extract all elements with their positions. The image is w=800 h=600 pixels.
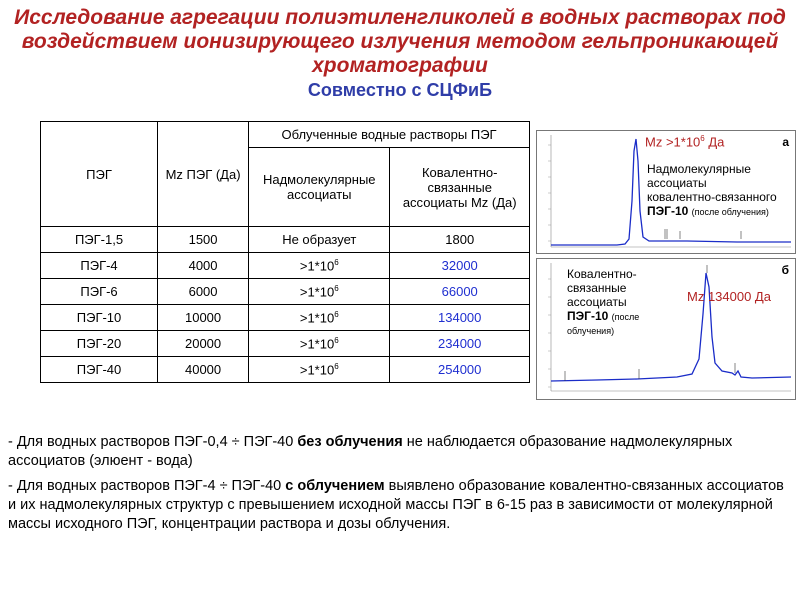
cell-mz: 20000 [158,331,249,357]
desc-line [647,204,777,219]
cell-mz: 6000 [158,279,249,305]
mz-label-a-unit: Да [704,134,725,150]
cell-covalent: 32000 [390,253,530,279]
cell-supra [249,331,390,357]
cell-supra-text: >1*10 [299,336,335,352]
cell-mz: 4000 [158,253,249,279]
bullet-1-text: - Для водных растворов ПЭГ-0,4 ÷ ПЭГ-40 [8,434,298,450]
table-header-row [41,122,530,148]
bullet-1-bold: без облучения [297,434,403,450]
chromatogram-b [536,258,796,400]
bullet-2-rest: выявлено образование ковалентно-связанных ассоциатов и их надмолекулярных структур с превышением исходной массы ПЭГ в 6-15 раз в зависимости от молекулярной массы исходного ПЭГ, концентрации раствора и дозы облучения. [8,478,784,532]
bullet-1 [8,433,788,471]
y-ticks [548,279,551,387]
cell-peg: ПЭГ-1,5 [41,227,158,253]
header-mz: Mz ПЭГ (Да) [158,122,249,227]
cell-peg: ПЭГ-40 [41,357,158,383]
cell-supra-text: >1*10 [299,310,335,326]
chromatogram-a [536,130,796,254]
page-title: Исследование агрегации полиэтиленгликолей в водных растворах под воздействием ионизирующего излучения методом гельпроникающей хроматографии [14,6,786,77]
page-subtitle: Совместно с СЦФиБ [307,80,493,100]
desc-bold: ПЭГ-10 [647,204,689,218]
bullet-2-text: - Для водных растворов ПЭГ-4 ÷ ПЭГ-40 [8,478,286,494]
cell-supra-exp: 6 [334,361,339,371]
desc-line: облучения) [567,326,615,336]
cell-mz: 1500 [158,227,249,253]
table-row [41,331,530,357]
cell-supra [249,253,390,279]
cell-covalent: 254000 [390,357,530,383]
cell-covalent: 234000 [390,331,530,357]
cell-supra-exp: 6 [334,335,339,345]
cell-covalent: 134000 [390,305,530,331]
desc-small: (после облучения) [691,207,769,217]
header-irradiated: Облученные водные растворы ПЭГ [249,122,530,148]
cell-supra-exp: 6 [334,283,339,293]
desc-line [567,309,639,324]
cell-peg: ПЭГ-6 [41,279,158,305]
cell-peg: ПЭГ-4 [41,253,158,279]
conclusions [8,433,788,540]
cell-supra [249,357,390,383]
chart-a-letter: а [782,135,789,149]
cell-supra-exp: 6 [334,257,339,267]
mz-label-a [645,134,724,149]
header-covalent: Ковалентно-связанные ассоциаты Mz (Да) [390,148,530,227]
desc-line: ковалентно-связанного [647,190,777,204]
cell-peg: ПЭГ-10 [41,305,158,331]
peg-table [40,121,530,383]
header-supra: Надмолекулярные ассоциаты [249,148,390,227]
bullet-2-bold: с облучением [285,478,385,494]
cell-supra-exp: 6 [334,309,339,319]
mz-label-b: Mz 134000 Да [687,289,771,304]
table-row [41,227,530,253]
desc-bold: ПЭГ-10 [567,309,609,323]
desc-small: (после [611,312,640,322]
chart-b-letter: б [781,263,789,277]
desc-line: ассоциаты [647,176,707,190]
peak-markers [665,229,741,239]
y-ticks [548,145,551,241]
cell-covalent: 1800 [390,227,530,253]
cell-supra-text: >1*10 [299,284,335,300]
table-row [41,253,530,279]
cell-supra [249,305,390,331]
cell-supra [249,279,390,305]
cell-mz: 40000 [158,357,249,383]
cell-mz: 10000 [158,305,249,331]
mz-label-a-exp: 6 [700,134,705,143]
table-row [41,279,530,305]
cell-supra-text: >1*10 [299,258,335,274]
desc-line: Надмолекулярные [647,162,751,176]
desc-line: ассоциаты [567,295,627,309]
chart-b-description [567,267,639,338]
cell-covalent: 66000 [390,279,530,305]
table-row [41,357,530,383]
mz-label-a-text: Mz >1*10 [645,134,701,150]
cell-supra-text: >1*10 [299,362,335,378]
bullet-1-rest: не наблюдается образование надмолекулярных ассоциатов (элюент - вода) [8,434,733,469]
cell-peg: ПЭГ-20 [41,331,158,357]
chart-a-description [647,162,777,219]
cell-supra: Не образует [249,227,390,253]
desc-line: связанные [567,281,627,295]
header-peg: ПЭГ [41,122,158,227]
table-row [41,305,530,331]
bullet-2 [8,477,788,534]
desc-line: Ковалентно- [567,267,637,281]
